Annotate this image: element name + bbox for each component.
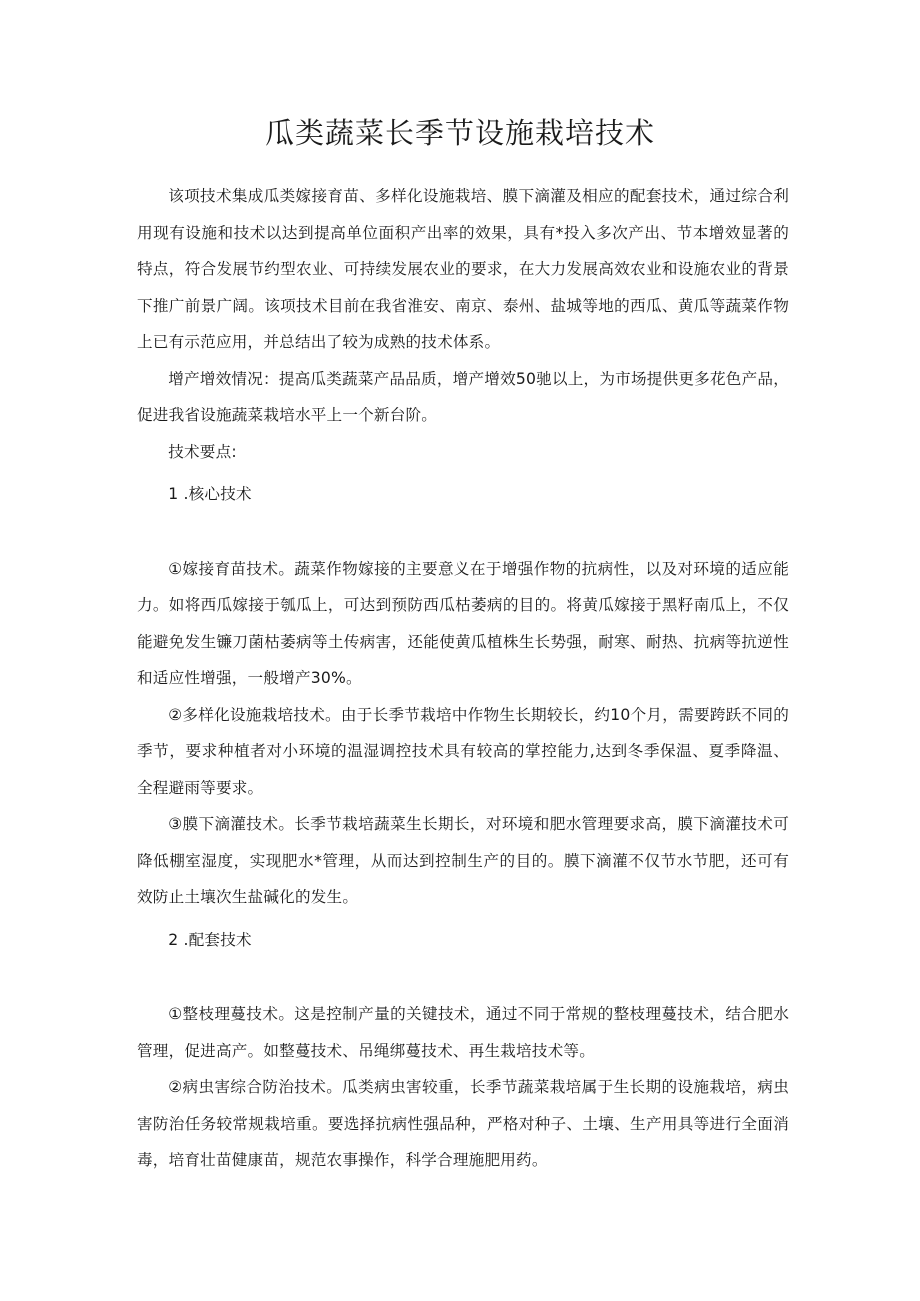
paragraph-grafting: ①嫁接育苗技术。蔬菜作物嫁接的主要意义在于增强作物的抗病性，以及对环境的适应能力。如将西瓜嫁接于瓠瓜上，可达到预防西瓜枯萎病的目的。将黄瓜嫁接于黑籽南瓜上，不仅能避免发生镰刀菌枯萎病等土传病害，还能使黄瓜植株生长势强，耐寒、耐热、抗病等抗逆性和适应性增强，一般增产30%。 <box>137 559 789 687</box>
paragraph-benefit: 增产增效情况：提高瓜类蔬菜产品品质，增产增效50驰以上，为市场提供更多花色产品，促进我省设施蔬菜栽培水平上一个新台阶。 <box>137 369 789 424</box>
document-body <box>137 178 789 1179</box>
paragraph-drip-irrigation: ③膜下滴灌技术。长季节栽培蔬菜生长期长，对环境和肥水管理要求高，膜下滴灌技术可降低棚室湿度，实现肥水*管理，从而达到控制生产的目的。膜下滴灌不仅节水节肥，还可有效防止土壤次生盐碱化的发生。 <box>137 815 789 906</box>
paragraph-pest-control: ②病虫害综合防治技术。瓜类病虫害较重，长季节蔬菜栽培属于生长期的设施栽培，病虫害防治任务较常规栽培重。要选择抗病性强品种，严格对种子、土壤、生产用具等进行全面消毒，培育壮苗健康苗，规范农事操作，科学合理施肥用药。 <box>137 1078 789 1169</box>
paragraph-pruning: ①整枝理蔓技术。这是控制产量的关键技术，通过不同于常规的整枝理蔓技术，结合肥水管理，促进高产。如整蔓技术、吊绳绑蔓技术、再生栽培技术等。 <box>137 1005 789 1060</box>
paragraph-intro: 该项技术集成瓜类嫁接育苗、多样化设施栽培、膜下滴灌及相应的配套技术，通过综合利用现有设施和技术以达到提高单位面积产出率的效果，具有*投入多次产出、节本增效显著的特点，符合发展节约型农业、可持续发展农业的要求，在大力发展高效农业和设施农业的背景下推广前景广阔。该项技术目前在我省淮安、南京、泰州、盐城等地的西瓜、黄瓜等蔬菜作物上已有示范应用，并总结出了较为成熟的技术体系。 <box>137 187 789 351</box>
section-heading-supporting: 2 .配套技术 <box>168 930 252 949</box>
paragraph-key-points-label: 技术要点: <box>168 442 237 461</box>
document-title: 瓜类蔬菜长季节设施栽培技术 <box>264 116 655 150</box>
paragraph-facility-cultivation: ②多样化设施栽培技术。由于长季节栽培中作物生长期较长，约10个月，需要跨跃不同的季节，要求种植者对小环境的温湿调控技术具有较高的掌控能力,达到冬季保温、夏季降温、全程避雨等要求。 <box>137 705 789 797</box>
section-heading-core: 1 .核心技术 <box>168 485 252 503</box>
